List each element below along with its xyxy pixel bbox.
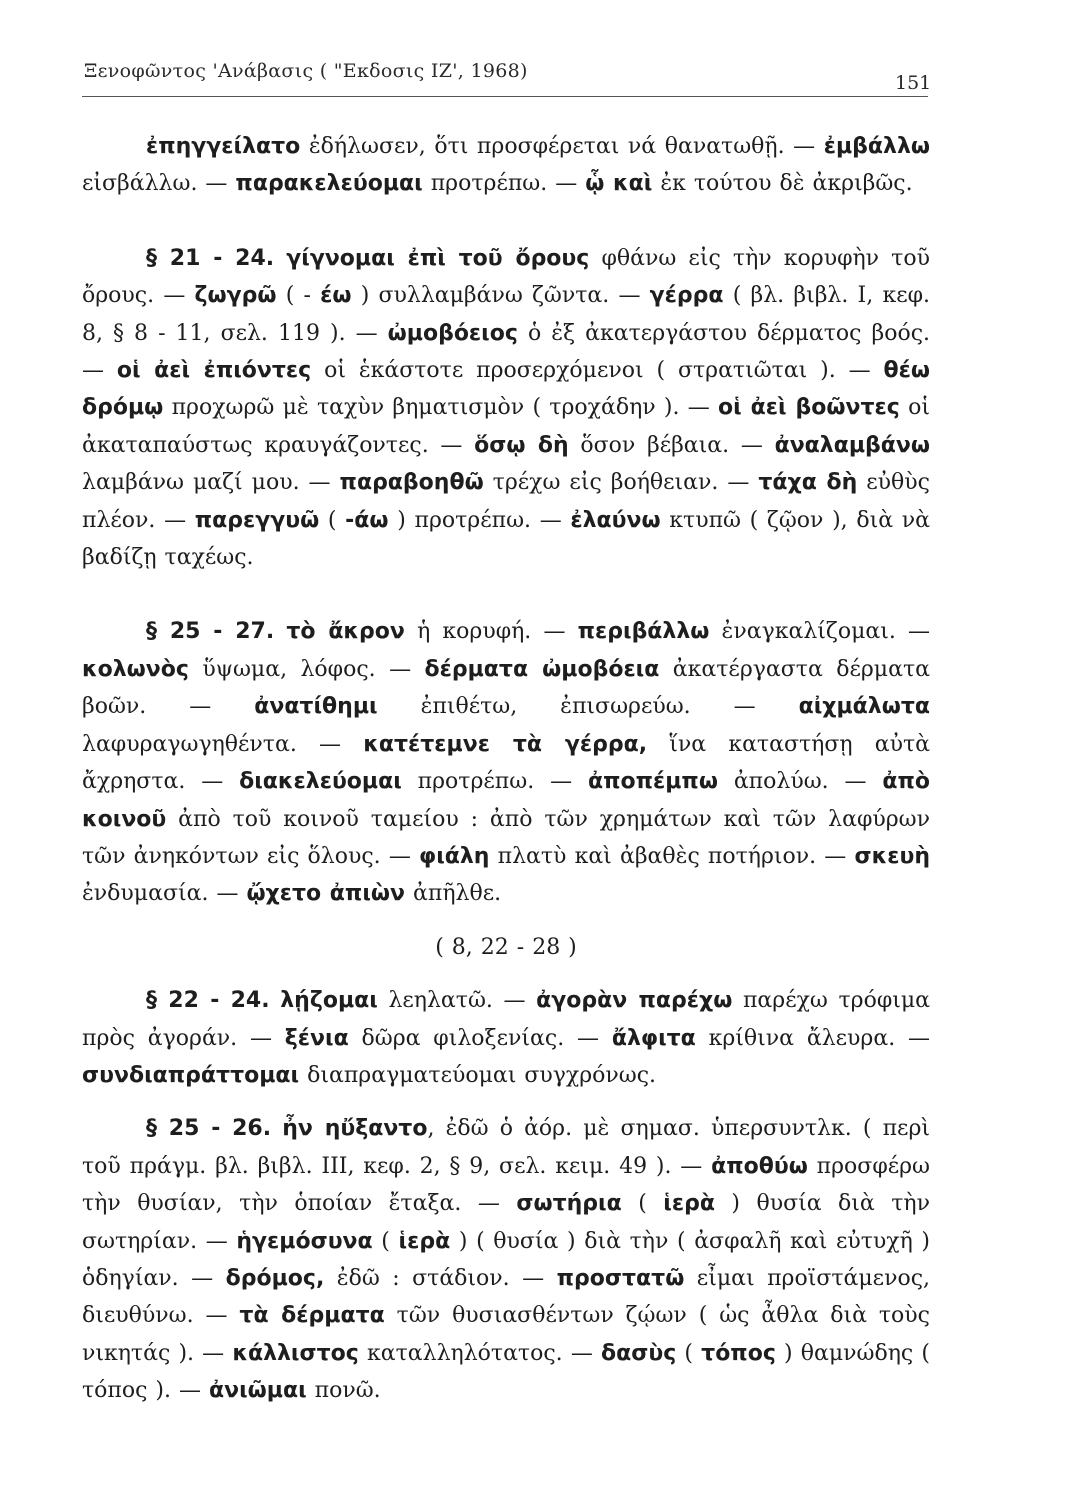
lemma: ἱερὰ bbox=[398, 1228, 451, 1254]
lemma: φιάλη bbox=[418, 843, 490, 869]
section-marker: § 25 - 26. bbox=[146, 1116, 272, 1142]
gloss-text: ἐδῶ : στάδιον. — bbox=[324, 1265, 557, 1291]
lemma: ᾧ καὶ bbox=[585, 171, 653, 197]
lemma: ἀνατίθημι bbox=[254, 694, 378, 720]
lemma: ζωγρῶ bbox=[194, 283, 277, 309]
section-marker: § 22 - 24. bbox=[146, 988, 270, 1014]
lemma: παραβοηθῶ bbox=[339, 470, 484, 496]
gloss-text: ) θαμνώδης ( τόπος ). — bbox=[82, 1340, 930, 1404]
lemma: δασὺς bbox=[600, 1340, 677, 1366]
paragraph-1 bbox=[82, 128, 930, 203]
paragraph-2 bbox=[82, 240, 930, 577]
gloss-text bbox=[270, 988, 281, 1013]
lemma: ἀναλαμβάνω bbox=[774, 432, 930, 458]
page-number: 151 bbox=[895, 72, 932, 94]
gloss-text: ) θυσία διὰ τὴν σωτηρίαν. — bbox=[82, 1191, 930, 1254]
gloss-text: ) συλλαμβάνω ζῶντα. — bbox=[351, 283, 650, 309]
section-marker: § 25 - 27. bbox=[146, 619, 275, 645]
gloss-text: ἐπιθέτω, ἐπισωρεύω. — bbox=[377, 694, 799, 720]
lemma: ἄλφιτα bbox=[611, 1025, 696, 1051]
gloss-text: πλατὺ καὶ ἀβαθὲς ποτήριον. — bbox=[489, 843, 855, 869]
gloss-text: ) προτρέπω. — bbox=[388, 507, 571, 533]
gloss-text: εἶμαι προϊστάμενος, διευθύνω. — bbox=[82, 1265, 931, 1329]
lemma: σωτήρια bbox=[516, 1191, 622, 1217]
lemma: ἐμβάλλω bbox=[823, 134, 930, 159]
gloss-text: λεηλατῶ. — bbox=[377, 988, 537, 1014]
lemma: περιβάλλω bbox=[577, 619, 710, 645]
gloss-text bbox=[274, 246, 286, 271]
lemma: οἱ ἀεὶ βοῶντες bbox=[718, 395, 900, 421]
paragraph-4 bbox=[82, 982, 930, 1094]
gloss-text: ( bbox=[319, 507, 346, 533]
gloss-text: οἱ ἀκαταπαύστως κραυγάζοντες. — bbox=[82, 395, 930, 458]
gloss-text: λαμβάνω μαζί μου. — bbox=[82, 470, 340, 496]
gloss-text: ὅσον βέβαια. — bbox=[568, 432, 775, 458]
gloss-text: οἱ ἑκάστοτε προσερχόμενοι ( στρατιῶται ). — bbox=[311, 358, 884, 384]
section-marker: § 21 - 24. bbox=[146, 245, 275, 271]
lemma: παρακελεύομαι bbox=[235, 171, 423, 197]
lemma: δρόμος, bbox=[225, 1265, 325, 1291]
gloss-text: ) ( θυσία ) διὰ τὴν ( ἀσφαλῆ καὶ εὐτυχῆ ) ὁδηγίαν. — bbox=[82, 1228, 931, 1291]
running-head: Ξενοφῶντος 'Ανάβασις ( "Εκδοσις ΙΖ', 1968) bbox=[84, 60, 528, 82]
gloss-text: λαφυραγωγηθέντα. — bbox=[82, 731, 364, 757]
lemma: ἐλαύνω bbox=[570, 507, 661, 533]
gloss-text: τρέχω εἰς βοήθειαν. — bbox=[483, 470, 759, 496]
lemma: ξένια bbox=[284, 1025, 349, 1051]
lemma: κολωνὸς bbox=[82, 656, 189, 682]
lemma: ἀνιῶμαι bbox=[209, 1378, 307, 1404]
lemma: αἰχμάλωτα bbox=[798, 694, 930, 720]
lemma: παρεγγυῶ bbox=[194, 507, 320, 533]
lemma: ὠμοβόειος bbox=[387, 320, 518, 346]
gloss-text: ( bbox=[621, 1191, 664, 1217]
lemma: ἦν ηὔξαντο bbox=[282, 1116, 428, 1142]
lemma: ἡγεμόσυνα bbox=[236, 1228, 373, 1254]
gloss-text: ἀπὸ τοῦ κοινοῦ ταμείου : ἀπὸ τῶν χρημάτων καὶ τῶν λαφύρων τῶν ἀνηκόντων εἰς ὅλους. — bbox=[82, 806, 930, 869]
lemma: γίγνομαι ἐπὶ τοῦ ὄρους bbox=[286, 245, 590, 271]
gloss-text: παρέχω τρόφιμα πρὸς ἀγοράν. — bbox=[82, 988, 931, 1051]
gloss-text: τῶν θυσιασθέντων ζῴων ( ὡς ἆθλα διὰ τοὺς νικητάς ). — bbox=[82, 1303, 930, 1366]
lemma: οἱ ἀεὶ ἐπιόντες bbox=[116, 358, 312, 384]
gloss-text: ἡ κορυφή. — bbox=[404, 619, 578, 645]
lemma: προστατῶ bbox=[556, 1265, 685, 1291]
gloss-text: ( βλ. βιβλ. Ι, κεφ. 8, § 8 - 11, σελ. 119 ). — bbox=[82, 283, 930, 346]
lemma: δέρματα ὠμοβόεια bbox=[424, 656, 660, 682]
lemma: ἀποπέμπω bbox=[587, 769, 718, 795]
lemma: έω bbox=[320, 283, 352, 309]
gloss-text: ἐδήλωσεν, ὅτι προσφέρεται νά θανατωθῇ. — bbox=[300, 134, 824, 159]
gloss-text: , ἐδῶ ὁ ἀόρ. μὲ σημασ. ὑπερσυντλκ. ( περὶ τοῦ πράγμ. βλ. βιβλ. ΙΙΙ, κεφ. 2, § 9, σελ. κειμ. 49 ). — bbox=[82, 1116, 931, 1179]
gloss-text: ( bbox=[372, 1228, 399, 1254]
gloss-text: ἵνα καταστήσῃ αὐτὰ ἄχρηστα. — bbox=[82, 731, 930, 795]
gloss-text: κρίθινα ἄλευρα. — bbox=[695, 1025, 930, 1051]
gloss-text: ἐναγκαλίζομαι. — bbox=[709, 619, 930, 645]
lemma: ὅσῳ δὴ bbox=[474, 432, 569, 458]
lemma: κάλλιστος bbox=[232, 1340, 359, 1366]
lemma: λῄζομαι bbox=[280, 988, 378, 1014]
lemma: κατέτεμνε τὰ γέρρα, bbox=[363, 731, 648, 757]
gloss-text: ἀπῆλθε. bbox=[405, 881, 502, 907]
lemma: τὰ δέρματα bbox=[239, 1303, 385, 1329]
page-body bbox=[82, 128, 930, 1410]
lemma: ἀγορὰν παρέχω bbox=[536, 988, 733, 1014]
chapter-reference bbox=[82, 929, 930, 966]
gloss-text: ἐκ τούτου δὲ ἀκριβῶς. bbox=[652, 171, 913, 197]
lemma: τὸ ἄκρον bbox=[286, 619, 405, 645]
lemma: σκευὴ bbox=[854, 843, 930, 869]
gloss-text: προχωρῶ μὲ ταχὺν βηματισμὸν ( τροχάδην ). — bbox=[163, 395, 719, 421]
gloss-text: εὐθὺς πλέον. — bbox=[82, 470, 930, 533]
gloss-text bbox=[274, 619, 286, 644]
gloss-text: ( bbox=[676, 1340, 702, 1366]
lemma: τάχα δὴ bbox=[758, 470, 858, 496]
lemma: διακελεύομαι bbox=[239, 769, 402, 795]
gloss-text: ἀκατέργαστα δέρματα βοῶν. — bbox=[82, 656, 930, 720]
lemma: ἱερὰ bbox=[663, 1191, 715, 1217]
lemma: θέω δρόμῳ bbox=[82, 358, 930, 421]
gloss-text: προσφέρω τὴν θυσίαν, τὴν ὁποίαν ἔταξα. — bbox=[82, 1153, 930, 1217]
gloss-text: διαπραγματεύομαι συγχρόνως. bbox=[299, 1062, 657, 1088]
lemma: ᾤχετο ἀπιὼν bbox=[246, 881, 406, 907]
gloss-text: καταλληλότατος. — bbox=[358, 1340, 601, 1366]
paragraph-3 bbox=[82, 613, 930, 912]
gloss-text bbox=[271, 1116, 282, 1141]
gloss-text: ὕψωμα, λόφος. — bbox=[188, 656, 425, 682]
header-rule bbox=[82, 96, 928, 97]
gloss-text: ( 8, 22 - 28 ) bbox=[435, 934, 577, 960]
lemma: ἀποθύω bbox=[711, 1153, 808, 1179]
lemma: ἀπὸ κοινοῦ bbox=[82, 769, 931, 832]
lemma: συνδιαπράττομαι bbox=[82, 1062, 300, 1088]
gloss-text: ( - bbox=[276, 283, 321, 309]
gloss-text: πονῶ. bbox=[306, 1378, 381, 1404]
gloss-text: ἀπολύω. — bbox=[717, 769, 883, 795]
gloss-text: ἐνδυμασία. — bbox=[82, 881, 247, 907]
gloss-text: προτρέπω. — bbox=[422, 171, 586, 197]
lemma: γέρρα bbox=[649, 283, 724, 309]
gloss-text: προτρέπω. — bbox=[401, 769, 588, 795]
gloss-text: κτυπῶ ( ζῷον ), διὰ νὰ βαδίζῃ ταχέως. bbox=[82, 507, 930, 571]
lemma: -άω bbox=[345, 507, 389, 533]
gloss-text: ὁ ἐξ ἀκατεργάστου δέρματος βοός. — bbox=[82, 320, 931, 384]
gloss-text: δῶρα φιλοξενίας. — bbox=[348, 1025, 612, 1051]
paragraph-5 bbox=[82, 1110, 930, 1409]
gloss-text: εἰσβάλλω. — bbox=[82, 171, 236, 197]
lemma: ἐπηγγείλατο bbox=[146, 134, 301, 159]
lemma: τόπος bbox=[701, 1340, 776, 1366]
gloss-text: φθάνω εἰς τὴν κορυφὴν τοῦ ὄρους. — bbox=[82, 245, 930, 309]
